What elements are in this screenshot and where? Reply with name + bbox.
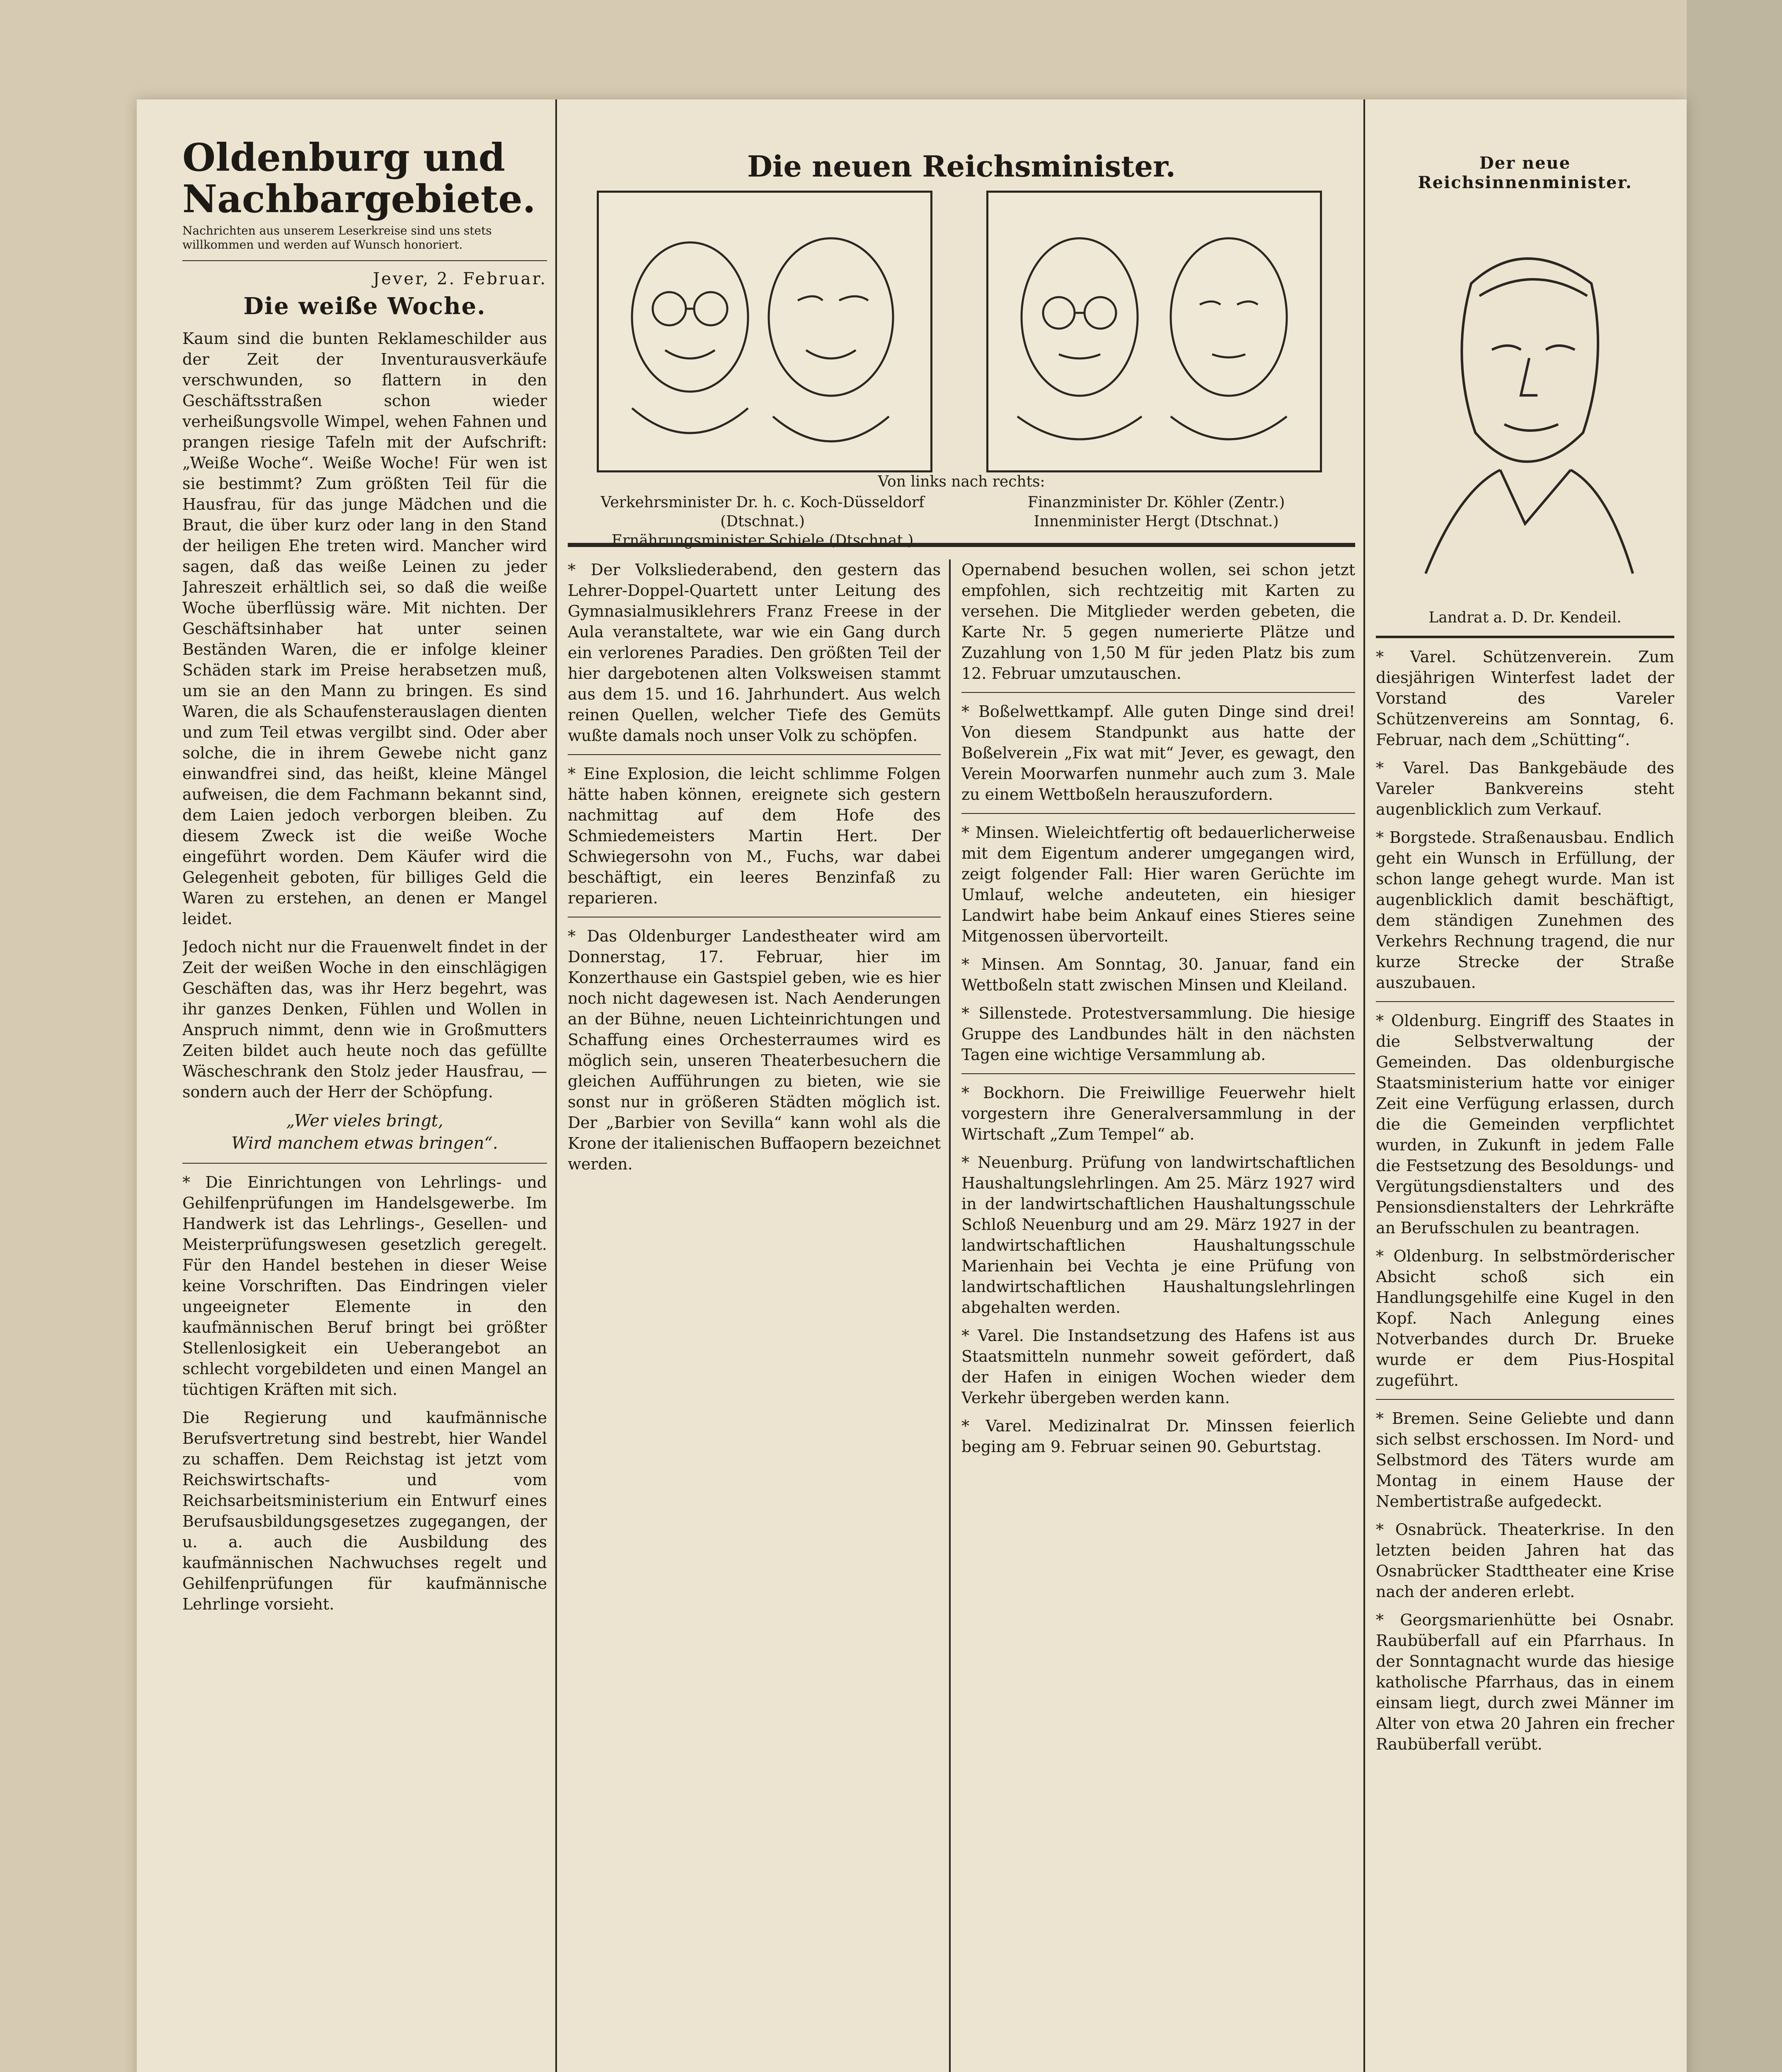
column-3	[961, 559, 1355, 2072]
quote-line: Wird manchem etwas bringen“.	[231, 1134, 498, 1153]
column-2	[568, 559, 941, 2072]
article-paragraph: * Minsen. Wieleichtfertig oft bedauerlicherweise mit dem Eigentum anderer umgegangen wird, zeigt folgender Fall: Hier waren Gerüchte im Umlauf, welche andeuteten, ein hiesiger Landwirt habe beim Ankauf eines Stieres seine Mitgenossen übervorteilt.	[961, 823, 1355, 945]
column-1	[182, 137, 547, 2072]
divider	[1376, 636, 1674, 638]
column-divider	[1363, 99, 1365, 2072]
article-paragraph: * Der Volksliederabend, den gestern das Lehrer-Doppel-Quartett unter Leitung des Gymnasialmusiklehrers Franz Freese in der Aula veranstaltete, war wie ein Gang durch ein verlorenes Paradies. Den größten Teil der hier dargebotenen alten Volksweisen stammt aus dem 15. und 16. Jahrhundert. Aus welch reinen Quellen, welcher Tiefe des Gemüts wußte damals noch unser Volk zu schöpfen.	[568, 561, 941, 745]
column-divider	[555, 99, 557, 2072]
portrait-interior-minister	[1376, 201, 1674, 607]
divider	[961, 813, 1355, 814]
article-paragraph: * Bremen. Seine Geliebte und dann sich selbst erschossen. Im Nord- und Selbstmord des Täters wurde am Montag in einem Hause der Nembertistraße aufgedeckt.	[1376, 1409, 1674, 1510]
section-title: Oldenburg und Nachbargebiete.	[182, 137, 536, 221]
divider	[568, 754, 941, 755]
portraits-koehler-hergt	[988, 193, 1320, 470]
divider	[961, 1073, 1355, 1074]
divider	[182, 1163, 547, 1164]
caption-line: Finanzminister Dr. Köhler (Zentr.)	[1027, 494, 1285, 511]
portraits-rule	[568, 543, 1355, 547]
article-paragraph: Die Regierung und kaufmännische Berufsvertretung sind bestrebt, hier Wandel zu schaffen. Dem Reichstag ist jetzt vom Reichswirtschafts- und vom Reichsarbeitsministerium ein Entwurf eines Berufsausbildungsgesetzes zugegangen, der u. a. auch die Ausbildung des kaufmännischen Nachwuchses regelt und Gehilfenprüfungen für kaufmännische Lehrlinge vorsieht.	[182, 1409, 547, 1613]
portraits-title: Die neuen Reichsminister.	[747, 149, 1176, 184]
article-paragraph: * Oldenburg. In selbstmörderischer Absicht schoß sich ein Handlungsgehilfe eine Kugel in den Kopf. Nach Anlegung eines Notverbandes durch Dr. Brueke wurde er dem Pius-Hospital zugeführt.	[1376, 1247, 1674, 1389]
portraits-caption-left	[568, 493, 957, 550]
newspaper-page	[137, 99, 1687, 2072]
article-paragraph: Kaum sind die bunten Reklameschilder aus der Zeit der Inventurausverkäufe verschwunden, so flattern in den Geschäftsstraßen schon wieder verheißungsvolle Wimpel, wehen Fahnen und prangen riesige Tafeln mit der Aufschrift: „Weiße Woche“. Weiße Woche! Für wen ist sie bestimmt? Zum größten Teil für die Hausfrau, für das junge Mädchen und die Braut, die über kurz oder lang in den Stand der heiligen Ehe treten wird. Mancher wird sagen, daß das weiße Leinen zu jeder Jahreszeit erhältlich sei, so daß die weiße Woche überflüssig wäre. Mit nichten. Der Geschäftsinhaber hat unter seinen Beständen Waren, die er infolge kleiner Schäden stark im Preise herabsetzen muß, um sie an den Mann zu bringen. Es sind Waren, die als Schaufensterauslagen dienten und zum Teil etwas vergilbt sind. Oder aber solche, die in ihrem Gewebe nicht ganz einwandfrei sind, das heißt, kleine Mängel aufweisen, die dem Fachmann bekannt sind, dem Laien jedoch verborgen bleiben. Zu diesem Zweck ist die weiße Woche eingeführt worden. Dem Käufer wird die Gelegenheit geboten, für billiges Geld die Waren zu erstehen, an denen er Mangel leidet.	[182, 329, 547, 928]
scan-edge	[1687, 0, 1782, 2072]
article-paragraph: * Minsen. Am Sonntag, 30. Januar, fand ein Wettboßeln statt zwischen Minsen und Kleiland.	[961, 955, 1355, 994]
article-paragraph: * Varel. Das Bankgebäude des Vareler Bankvereins steht augenblicklich zum Verkauf.	[1376, 759, 1674, 818]
article-paragraph: * Eine Explosion, die leicht schlimme Folgen hätte haben können, ereignete sich gestern nachmittag auf dem Hofe des Schmiedemeisters Martin Hert. Der Schwiegersohn von M., Fuchs, war dabei beschäftigt, ein leeres Benzinfaß zu reparieren.	[568, 765, 941, 907]
portrait-frame-right	[986, 191, 1322, 472]
interior-minister-title: Der neue Reichsinnenminister.	[1418, 153, 1632, 192]
article-paragraph: * Boßelwettkampf. Alle guten Dinge sind drei! Von diesem Standpunkt aus hatte der Boßelverein „Fix wat mit“ Jever, es gewagt, den Verein Moorwarfen nunmehr auch zum 3. Male zu einem Wettboßeln herauszufordern.	[961, 702, 1355, 804]
quote-line: „Wer vieles bringt,	[286, 1111, 443, 1130]
article-paragraph: * Bockhorn. Die Freiwillige Feuerwehr hielt vorgestern ihre Generalversammlung in der Wirtschaft „Zum Tempel“ ab.	[961, 1084, 1355, 1143]
article-paragraph: * Borgstede. Straßenausbau. Endlich geht ein Wunsch in Erfüllung, der schon lange gehegt wurde. Man ist augenblicklich damit beschäftigt, dem ständigen Zunehmen des Verkehrs Rechnung tragend, die nur kurze Strecke der Straße auszubauen.	[1376, 828, 1674, 992]
article-paragraph: Opernabend besuchen wollen, sei schon jetzt empfohlen, sich rechtzeitig mit Karten zu versehen. Die Mitglieder werden gebeten, die Karte Nr. 5 gegen numerierte Plätze und Zuzahlung von 1,50 M für jeden Platz bis zum 12. Februar umzutauschen.	[961, 561, 1355, 683]
article-paragraph: * Varel. Schützenverein. Zum diesjährigen Winterfest ladet der Vorstand des Vareler Schützenvereins am Sonntag, 6. Februar, nach dem „Schütting“.	[1376, 648, 1674, 749]
divider	[1376, 1001, 1674, 1002]
divider	[1376, 1399, 1674, 1400]
dateline: Jever, 2. Februar.	[373, 269, 547, 288]
article-paragraph: Jedoch nicht nur die Frauenwelt findet in der Zeit der weißen Woche in den einschlägigen Geschäften das, was ihr Herz begehrt, was ihr ganzes Denken, Fühlen und Wollen in Anspruch nimmt, denn wie in Großmutters Zeiten bildet auch heute noch das gefüllte Wäscheschrank den Stolz jeder Hausfrau, — sondern auch der Herr der Schöpfung.	[182, 938, 547, 1101]
portraits-caption-right	[961, 493, 1351, 531]
article-paragraph: * Das Oldenburger Landestheater wird am Donnerstag, 17. Februar, hier im Konzerthause ein Gastspiel geben, wie es hier noch nicht dagewesen ist. Nach Aenderungen an der Bühne, neuen Lichteinrichtungen und Schaffung eines Orchesterraumes wird es möglich sein, unseren Theaterbesuchern die gleichen Aufführungen zu bieten, wie sie sonst nur in größeren Städten möglich ist. Der „Barbier von Sevilla“ kann wohl als die Krone der italienischen Buffaopern bezeichnet werden.	[568, 927, 941, 1173]
divider	[961, 692, 1355, 693]
article-paragraph: * Neuenburg. Prüfung von landwirtschaftlichen Haushaltungslehrlingen. Am 25. März 1927 wird in der landwirtschaftlichen Haushaltungsschule Schloß Neuenburg und am 29. März 1927 in der landwirtschaftlichen Haushaltungsschule Marienhain bei Vechta je eine Prüfung von landwirtschaftlichen Haushaltungslehrlingen abgehalten werden.	[961, 1153, 1355, 1317]
caption-line: Ernährungsminister Schiele (Dtschnat.)	[611, 532, 914, 549]
article-paragraph: * Die Einrichtungen von Lehrlings- und Gehilfenprüfungen im Handelsgewerbe. Im Handwerk ist das Lehrlings-, Gesellen- und Meisterprüfungswesen gesetzlich geregelt. Für den Handel bestehen in dieser Weise keine Vorschriften. Das Eindringen vieler ungeeigneter Elemente in den kaufmännischen Beruf bringt bei größter Stellenlosigkeit ein Ueberangebot an schlecht vorgebildeten und einen Mangel an tüchtigen Kräften mit sich.	[182, 1173, 547, 1399]
interior-minister-caption: Landrat a. D. Dr. Kendeil.	[1429, 609, 1622, 626]
column-4	[1376, 149, 1674, 2072]
portraits-koch-schiele	[599, 193, 930, 470]
portraits-intro: Von links nach rechts:	[878, 473, 1045, 490]
article-paragraph: * Osnabrück. Theaterkrise. In den letzten beiden Jahren hat das Osnabrücker Stadttheater eine Krise nach der anderen erlebt.	[1376, 1520, 1674, 1601]
article-paragraph: * Varel. Medizinalrat Dr. Minssen feierlich beging am 9. Februar seinen 90. Geburtstag.	[961, 1417, 1355, 1456]
caption-line: Verkehrsminister Dr. h. c. Koch-Düsseldorf (Dtschnat.)	[600, 494, 925, 530]
article-heading: Die weiße Woche.	[243, 293, 486, 320]
divider	[182, 260, 547, 261]
article-quote	[182, 1110, 547, 1155]
article-paragraph: * Oldenburg. Eingriff des Staates in die Selbstverwaltung der Gemeinden. Das oldenburgische Staatsministerium hatte vor einiger Zeit eine Verfügung erlassen, durch die die Gemeinden verpflichtet wurden, in Zukunft in jedem Falle die Festsetzung des Besoldungs- und Vergütungsdienstalters und des Pensionsdienstalters der Lehrkräfte an Berufsschulen zu beantragen.	[1376, 1012, 1674, 1237]
section-note: Nachrichten aus unserem Leserkreise sind uns stets willkommen und werden auf Wunsch honoriert.	[182, 224, 492, 252]
article-paragraph: * Varel. Die Instandsetzung des Hafens ist aus Staatsmitteln nunmehr soweit gefördert, daß der Hafen in einigen Wochen wieder dem Verkehr übergeben werden kann.	[961, 1326, 1355, 1407]
article-paragraph: * Georgsmarienhütte bei Osnabr. Raubüberfall auf ein Pfarrhaus. In der Sonntagnacht wurde das hiesige katholische Pfarrhaus, das in einem einsam liegt, durch zwei Männer im Alter von etwa 20 Jahren ein frecher Raubüberfall verübt.	[1376, 1611, 1674, 1753]
article-paragraph: * Sillenstede. Protestversammlung. Die hiesige Gruppe des Landbundes hält in den nächsten Tagen eine wichtige Versammlung ab.	[961, 1004, 1355, 1064]
column-divider	[949, 559, 951, 2072]
caption-line: Innenminister Hergt (Dtschnat.)	[1034, 513, 1279, 530]
portrait-frame-left	[597, 191, 932, 472]
